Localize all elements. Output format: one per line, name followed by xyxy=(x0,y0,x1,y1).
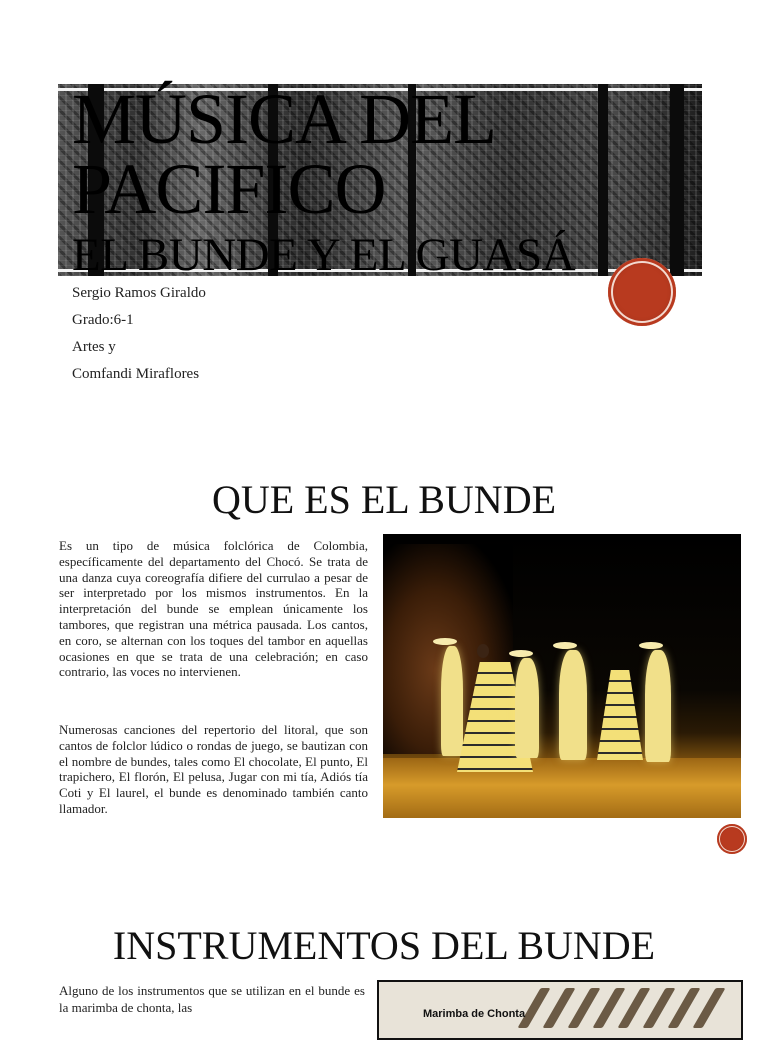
dancer-head xyxy=(477,644,489,658)
decorative-circle-badge xyxy=(608,258,676,326)
dancer-skirt xyxy=(597,670,643,760)
section-heading-que-es-el-bunde: QUE ES EL BUNDE xyxy=(211,477,557,522)
dancer-hat xyxy=(553,642,577,649)
bunde-description-paragraph: Es un tipo de música folclórica de Colombia, específicamente del departamento del Chocó. Se trata de una danza cuya coreografía difiere del currulao a pesar de ser interpretado por los mismos instrumentos. En la interpretación del bunde se emplean únicamente los tambores, que registran una métrica pausada. Los cantos, en coro, se alternan con los toques del tambor en aquellas ocasiones en que se trata de una celebración; en caso contrario, las voces no intervienen. xyxy=(59,538,368,680)
section-heading-instrumentos: INSTRUMENTOS DEL BUNDE xyxy=(112,923,656,968)
dancer-hat xyxy=(509,650,533,657)
slide-title xyxy=(72,79,712,229)
school-label: Comfandi Miraflores xyxy=(72,366,200,382)
grade-label: Grado:6-1 xyxy=(72,312,134,328)
dancer-hat xyxy=(433,638,457,645)
stage-floor xyxy=(383,758,741,818)
dancer-figure xyxy=(441,646,463,756)
dancers-photo xyxy=(383,534,741,818)
dancer-figure xyxy=(515,658,539,758)
subject-label: Artes y xyxy=(72,339,116,355)
author-name: Sergio Ramos Giraldo xyxy=(72,285,206,301)
dancer-figure xyxy=(645,650,671,762)
dancer-figure xyxy=(559,650,587,760)
marimba-key xyxy=(692,988,725,1028)
decorative-circle-badge xyxy=(717,824,747,854)
slide-title-line-2: PACIFICO xyxy=(72,149,386,229)
bunde-songs-paragraph: Numerosas canciones del repertorio del litoral, que son cantos de folclor lúdico o rondas de juego, se bautizan con el nombre de bundes, tales como El chocolate, El punto, El trapichero, El florón, El pelusa, Jugar con mi tía, Adiós tía Coti y El laurel, el bunde es denominado también canto llamador. xyxy=(59,722,368,816)
slide-title-line-1: MÚSICA DEL xyxy=(72,79,497,159)
marimba-photo xyxy=(377,980,743,1040)
marimba-caption: Marimba de Chonta xyxy=(423,1008,526,1020)
slide-subtitle: EL BUNDE Y EL GUASÁ xyxy=(72,229,576,281)
dancer-hat xyxy=(639,642,663,649)
instruments-paragraph: Alguno de los instrumentos que se utilizan en el bunde es la marimba de chonta, las xyxy=(59,983,365,1015)
